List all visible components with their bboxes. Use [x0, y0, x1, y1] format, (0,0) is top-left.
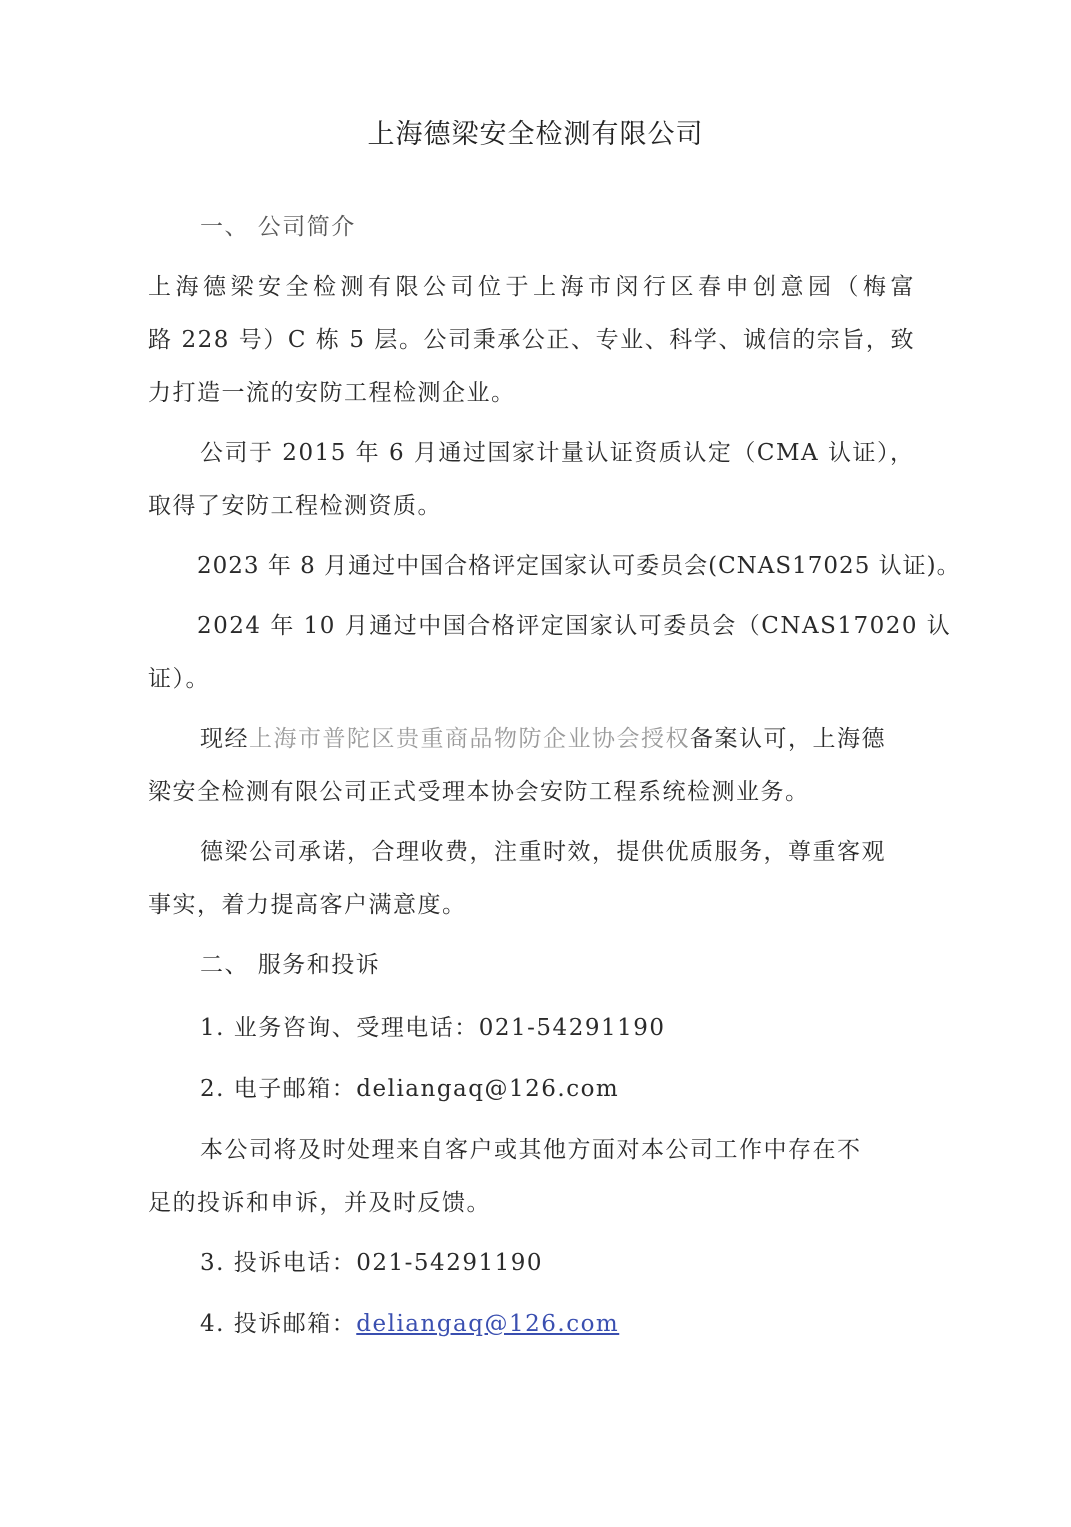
promise-line-1: 德梁公司承诺，合理收费，注重时效，提供优质服务，尊重客观: [200, 839, 886, 865]
service-email-item: 2. 电子邮箱：deliangaq@126.com: [200, 1076, 620, 1102]
intro-line-2: 路 228 号）C 栋 5 层。公司秉承公正、专业、科学、诚信的宗旨，致: [148, 327, 915, 353]
authorization-line-2: 梁安全检测有限公司正式受理本协会安防工程系统检测业务。: [148, 779, 810, 805]
complaint-note-line-1: 本公司将及时处理来自客户或其他方面对本公司工作中存在不: [200, 1137, 862, 1163]
authorization-line-1: [200, 720, 886, 753]
cma-line-2: 取得了安防工程检测资质。: [148, 493, 442, 519]
complaint-email-link[interactable]: deliangaq@126.com: [356, 1311, 620, 1337]
complaint-email-item: [200, 1305, 619, 1338]
intro-line-3: 力打造一流的安防工程检测企业。: [148, 380, 516, 406]
authorization-association-name: 上海市普陀区贵重商品物防企业协会授权: [249, 726, 690, 752]
complaint-note-line-2: 足的投诉和申诉，并及时反馈。: [148, 1190, 491, 1216]
intro-line-1: 上海德梁安全检测有限公司位于上海市闵行区春申创意园（梅富: [148, 274, 915, 300]
service-phone-item: 1. 业务咨询、受理电话：021-54291190: [200, 1015, 666, 1041]
complaint-email-label: 4. 投诉邮箱：: [200, 1311, 357, 1337]
cnas17020-line-1: 2024 年 10 月通过中国合格评定国家认可委员会（CNAS17020 认: [197, 613, 952, 639]
complaint-phone-item: 3. 投诉电话：021-54291190: [200, 1250, 543, 1276]
cnas17025-line: 2023 年 8 月通过中国合格评定国家认可委员会(CNAS17025 认证)。: [197, 553, 961, 579]
section-heading-service: 二、 服务和投诉: [200, 952, 381, 978]
cma-line-1: 公司于 2015 年 6 月通过国家计量认证资质认定（CMA 认证），: [200, 440, 915, 466]
cnas17020-line-2: 证）。: [148, 666, 210, 692]
authorization-suffix: 备案认可，上海德: [690, 726, 886, 752]
document-title: 上海德梁安全检测有限公司: [367, 119, 704, 150]
promise-line-2: 事实，着力提高客户满意度。: [148, 892, 467, 918]
section-heading-intro: 一、 公司简介: [200, 214, 356, 240]
authorization-prefix: 现经: [200, 726, 249, 752]
